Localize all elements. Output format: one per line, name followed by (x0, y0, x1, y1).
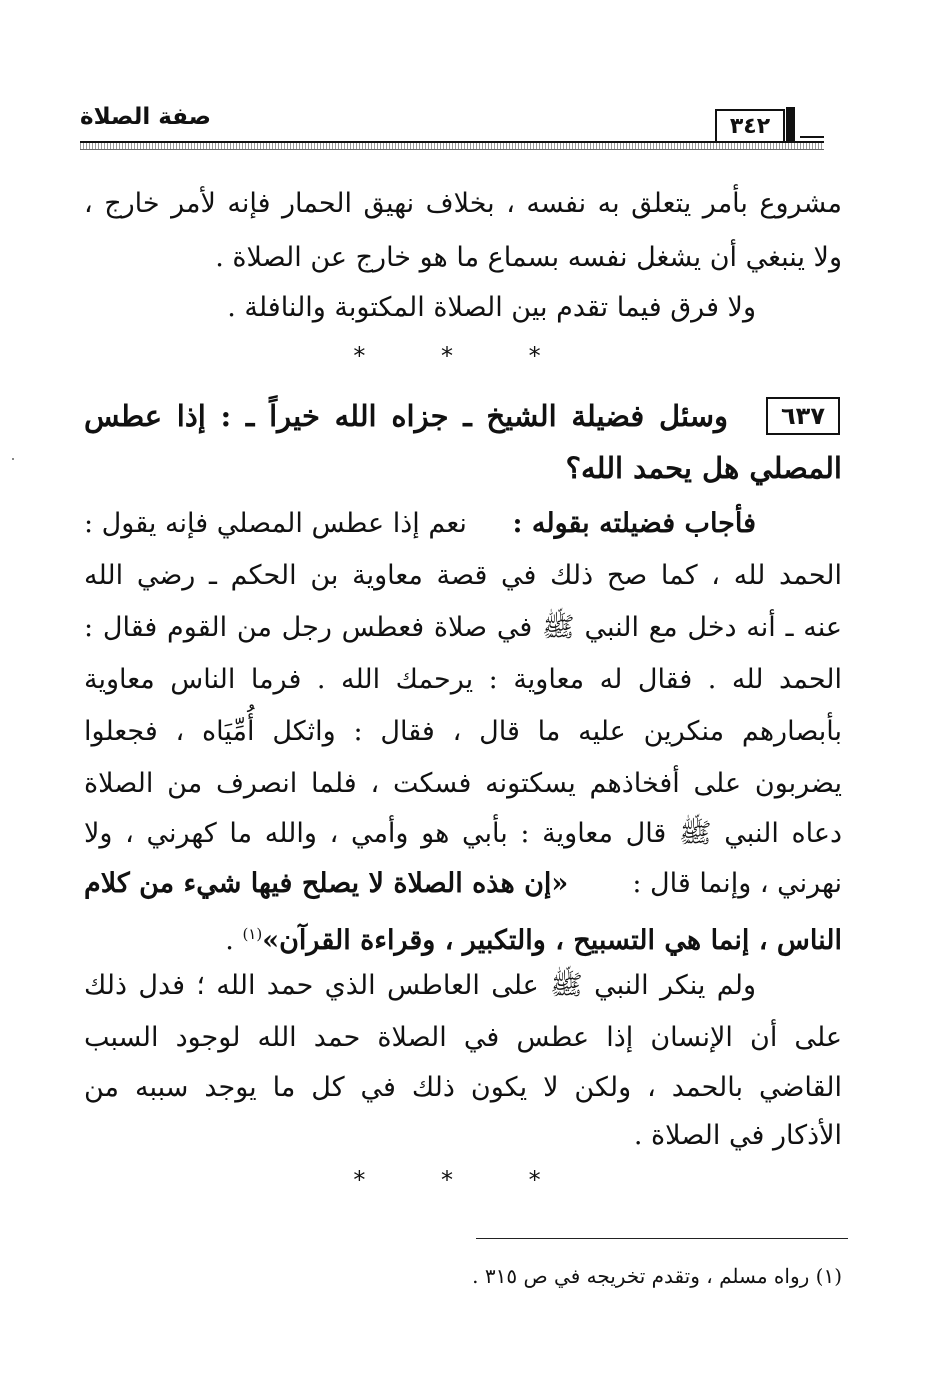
running-header-title: صفة الصلاة (80, 104, 211, 130)
text-line: الأذكار في الصلاة . (633, 1120, 842, 1151)
scan-speck (12, 458, 14, 460)
text-line (225, 914, 842, 961)
text-line: يضربون على أفخاذهم يسكتونه فسكت ، فلما انصرف من الصلاة (84, 768, 842, 799)
header-rule (800, 136, 824, 138)
text-line: ولا فرق فيما تقدم بين الصلاة المكتوبة والنافلة . (227, 292, 756, 323)
header-bar-decoration (786, 107, 795, 143)
answer-first-line (84, 504, 756, 544)
text-line: ولم ينكر النبي ﷺ على العاطس الذي حمد الله ؛ فدل ذلك (84, 970, 756, 1001)
question-number: ٦٣٧ (766, 397, 840, 435)
text-fragment: . (225, 925, 243, 956)
text-line: بأبصارهم منكرين عليه ما قال ، فقال : واثكل أُمِّيَاه ، فجعلوا (84, 716, 842, 747)
text-line: مشروع بأمر يتعلق به نفسه ، بخلاف نهيق الحمار فإنه لأمر خارج ، (84, 188, 842, 219)
section-separator: * * * (353, 342, 575, 370)
page-number: ٣٤٢ (715, 109, 785, 143)
text-fragment: نهرني ، وإنما قال : (632, 868, 842, 899)
answer-lead: فأجاب فضيلته بقوله : (512, 508, 756, 539)
text-line: الحمد لله ، كما صح ذلك في قصة معاوية بن الحكم ـ رضي الله (84, 560, 842, 591)
question-title-line: وسئل فضيلة الشيخ ـ جزاه الله خيراً ـ : إذا عطس (84, 399, 728, 433)
text-line: عنه ـ أنه دخل مع النبي ﷺ في صلاة فعطس رجل من القوم فقال : (84, 612, 842, 643)
text-line: ولا ينبغي أن يشغل نفسه بسماع ما هو خارج عن الصلاة . (215, 242, 842, 273)
footnote-reference: (١) (242, 925, 263, 943)
question-title-line: المصلي هل يحمد الله؟ (565, 451, 842, 485)
text-line: دعاه النبي ﷺ قال معاوية : بأبي هو وأمي ، والله ما كهرني ، ولا (84, 818, 842, 849)
footnote-text: (١) رواه مسلم ، وتقدم تخريجه في ص ٣١٥ . (472, 1264, 842, 1288)
answer-text: نعم إذا عطس المصلي فإنه يقول : (84, 508, 467, 539)
section-separator: * * * (353, 1166, 575, 1194)
text-line: القاضي بالحمد ، ولكن لا يكون ذلك في كل ما يوجد سببه من (84, 1072, 842, 1103)
hadith-quote: «إن هذه الصلاة لا يصلح فيها شيء من كلام (84, 868, 569, 899)
text-line (84, 864, 842, 904)
header-band-decoration (80, 141, 824, 150)
footnote-rule (476, 1238, 848, 1239)
hadith-quote: الناس ، إنما هي التسبيح ، والتكبير ، وقراءة القرآن» (262, 925, 842, 956)
text-line: على أن الإنسان إذا عطس في الصلاة حمد الله لوجود السبب (84, 1022, 842, 1053)
text-line: الحمد لله . فقال له معاوية : يرحمك الله . فرما الناس معاوية (84, 664, 842, 695)
